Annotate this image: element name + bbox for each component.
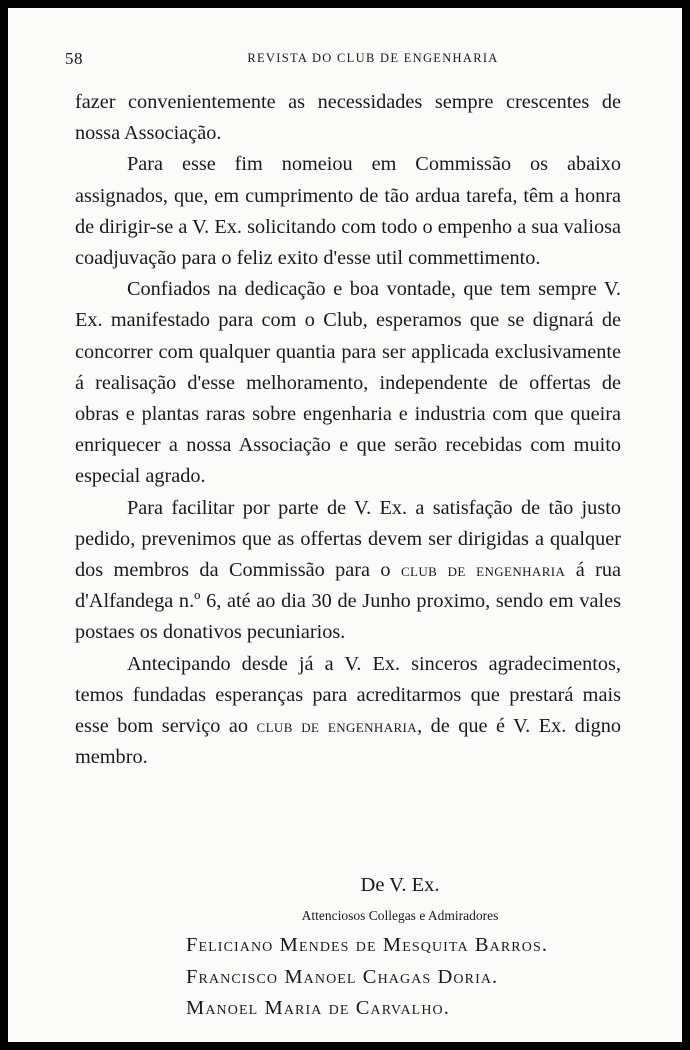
signatory: Manoel Maria de Carvalho. bbox=[186, 997, 450, 1019]
paragraph-5-text-b: , de que é V. Ex. digno membro. bbox=[75, 715, 622, 769]
signatory: Francisco Manoel Chagas Doria. bbox=[186, 965, 499, 988]
paragraph-5-text-a: Antecipando desde já a V. Ex. sinceros agradecimentos, temos fundadas esperanças para acreditarmos que prestará mais esse bom serviço ao bbox=[75, 652, 621, 738]
letter-body bbox=[75, 87, 621, 773]
paragraph-1: fazer convenientemente as necessidades sempre crescentes de nossa Associação. bbox=[75, 91, 621, 145]
book-page bbox=[8, 8, 682, 1042]
signatory-list bbox=[186, 930, 656, 1025]
closing-formula: Attenciosos Collegas e Admiradores bbox=[301, 908, 499, 923]
paragraph-4-text-b: á rua d'Alfandega n.º 6, até ao dia 30 de Junho proximo, sendo em vales postaes os donativos pecuniarios. bbox=[75, 559, 621, 644]
signatory: Feliciano Mendes de Mesquita Barros. bbox=[186, 934, 549, 956]
running-head: REVISTA DO CLUB DE ENGENHARIA bbox=[247, 51, 499, 65]
paragraph-2: Para esse fim nomeiou em Commissão os abaixo assignados, que, em cumprimento de tão ardua tarefa, têm a honra de dirigir-se a V. Ex. solicitando com todo o empenho a sua valiosa coadjuvação para o feliz exito d'esse util commettimento. bbox=[75, 153, 621, 270]
club-name: club de engenharia bbox=[400, 560, 566, 582]
paragraph-4 bbox=[75, 493, 621, 649]
paragraph-3: Confiados na dedicação e boa vontade, que tem sempre V. Ex. manifestado para com o Club, esperamos que se dignará de concorrer com qualquer quantia para ser applicada exclusivamente á realisação d'esse melhoramento, independente de offertas de obras e plantas raras sobre engenharia e industria com que queira enriquecer a nossa Associação e que serão recebidas com muito especial agrado. bbox=[75, 278, 621, 488]
paragraph-5 bbox=[75, 649, 621, 774]
page-header bbox=[65, 49, 621, 73]
salutation: De V. Ex. bbox=[360, 874, 440, 896]
club-name: club de engenharia bbox=[256, 716, 418, 738]
page-number: 58 bbox=[65, 49, 83, 68]
paragraph-4-text-a: Para facilitar por parte de V. Ex. a satisfação de tão justo pedido, prevenimos que as offertas devem ser dirigidas a qualquer dos membros da Commissão para o bbox=[75, 496, 621, 582]
